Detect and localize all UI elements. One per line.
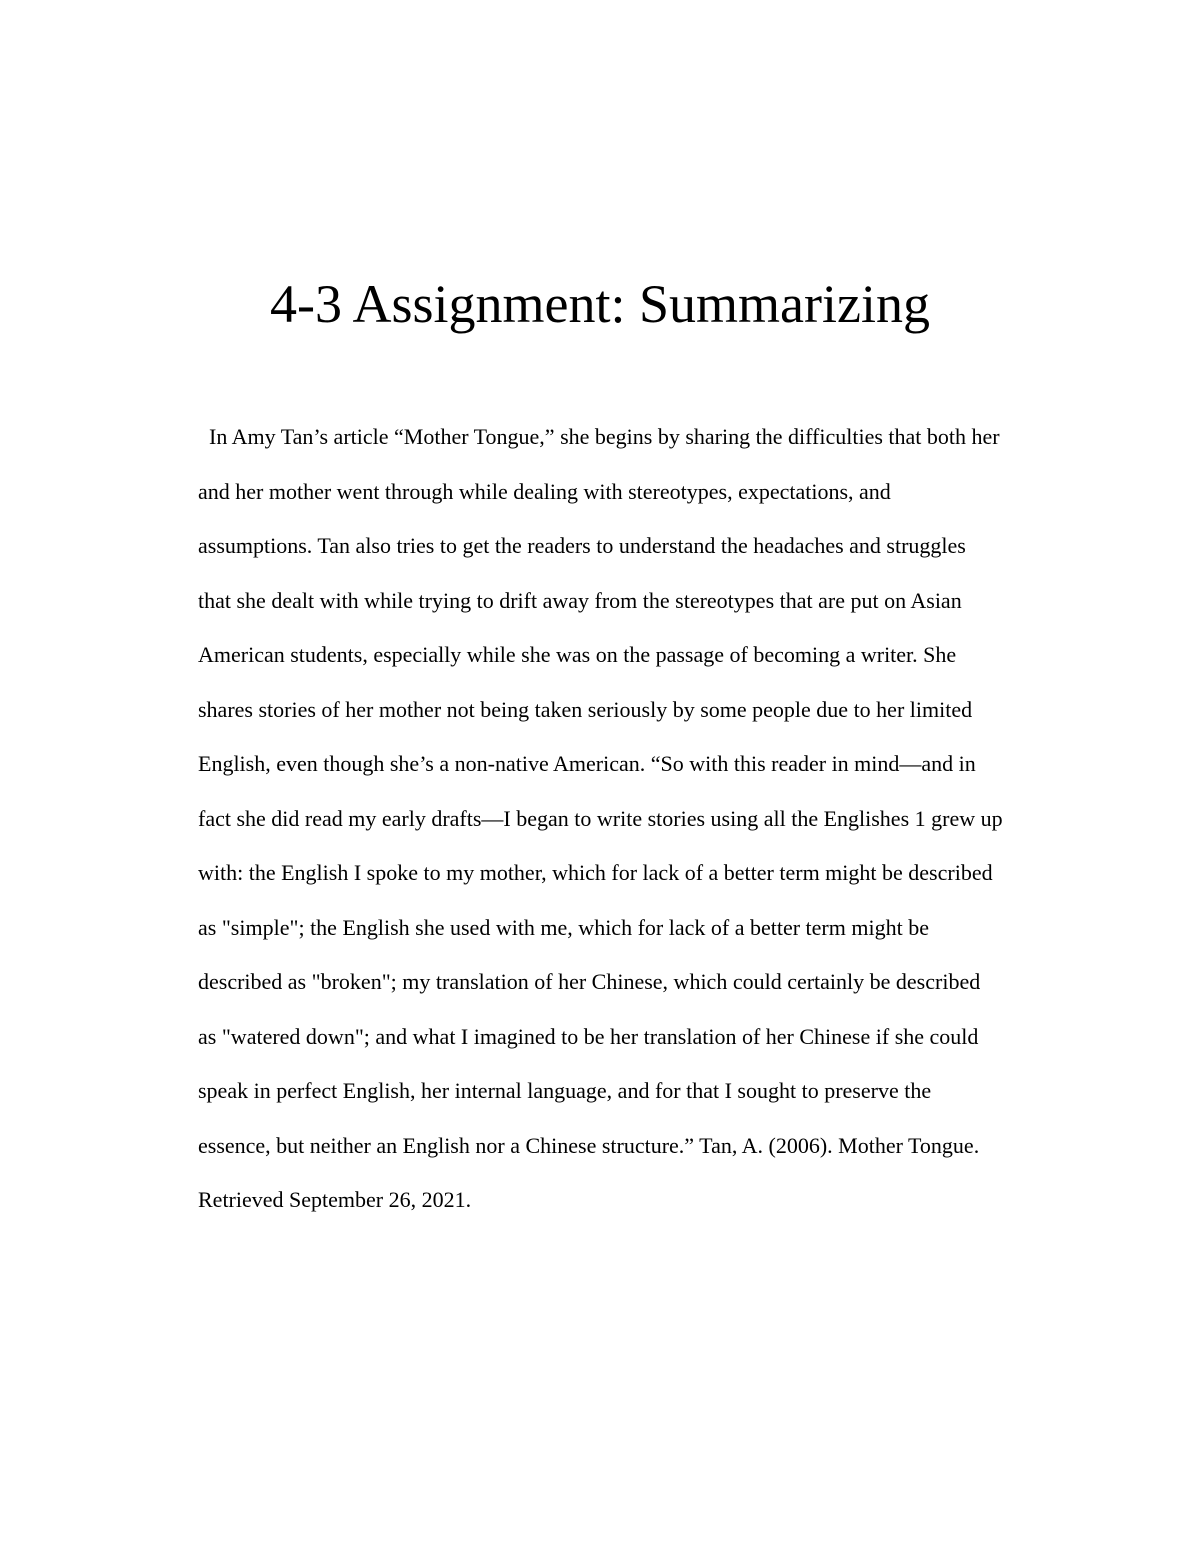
- paragraph-line: described as "broken"; my translation of her Chinese, which could certainly be described: [198, 969, 981, 994]
- paragraph-line: Retrieved September 26, 2021.: [198, 1187, 472, 1212]
- paragraph-line: fact she did read my early drafts—I began to write stories using all the Englishes 1 grew up: [198, 805, 1003, 831]
- paragraph-line: as "watered down"; and what I imagined to be her translation of her Chinese if she could: [198, 1023, 979, 1049]
- paragraph-line: assumptions. Tan also tries to get the readers to understand the headaches and struggles: [198, 533, 966, 558]
- page-title: 4-3 Assignment: Summarizing: [270, 274, 930, 334]
- paragraph-line: with: the English I spoke to my mother, which for lack of a better term might be described: [198, 860, 993, 885]
- paragraph-line: that she dealt with while trying to drift away from the stereotypes that are put on Asian: [198, 587, 962, 613]
- paragraph-line: and her mother went through while dealing with stereotypes, expectations, and: [198, 478, 891, 504]
- paragraph-line: In Amy Tan’s article “Mother Tongue,” she begins by sharing the difficulties that both her: [209, 424, 1000, 449]
- paragraph-line: shares stories of her mother not being taken seriously by some people due to her limited: [198, 696, 973, 722]
- paragraph-line: as "simple"; the English she used with me, which for lack of a better term might be: [198, 914, 929, 940]
- summary-paragraph: [198, 419, 1098, 1237]
- paragraph-line: English, even though she’s a non-native American. “So with this reader in mind—and in: [198, 751, 976, 776]
- paragraph-line: essence, but neither an English nor a Chinese structure.” Tan, A. (2006). Mother Tongue.: [198, 1132, 980, 1158]
- paragraph-line: speak in perfect English, her internal language, and for that I sought to preserve the: [198, 1078, 932, 1103]
- paragraph-line: American students, especially while she was on the passage of becoming a writer. She: [198, 642, 957, 667]
